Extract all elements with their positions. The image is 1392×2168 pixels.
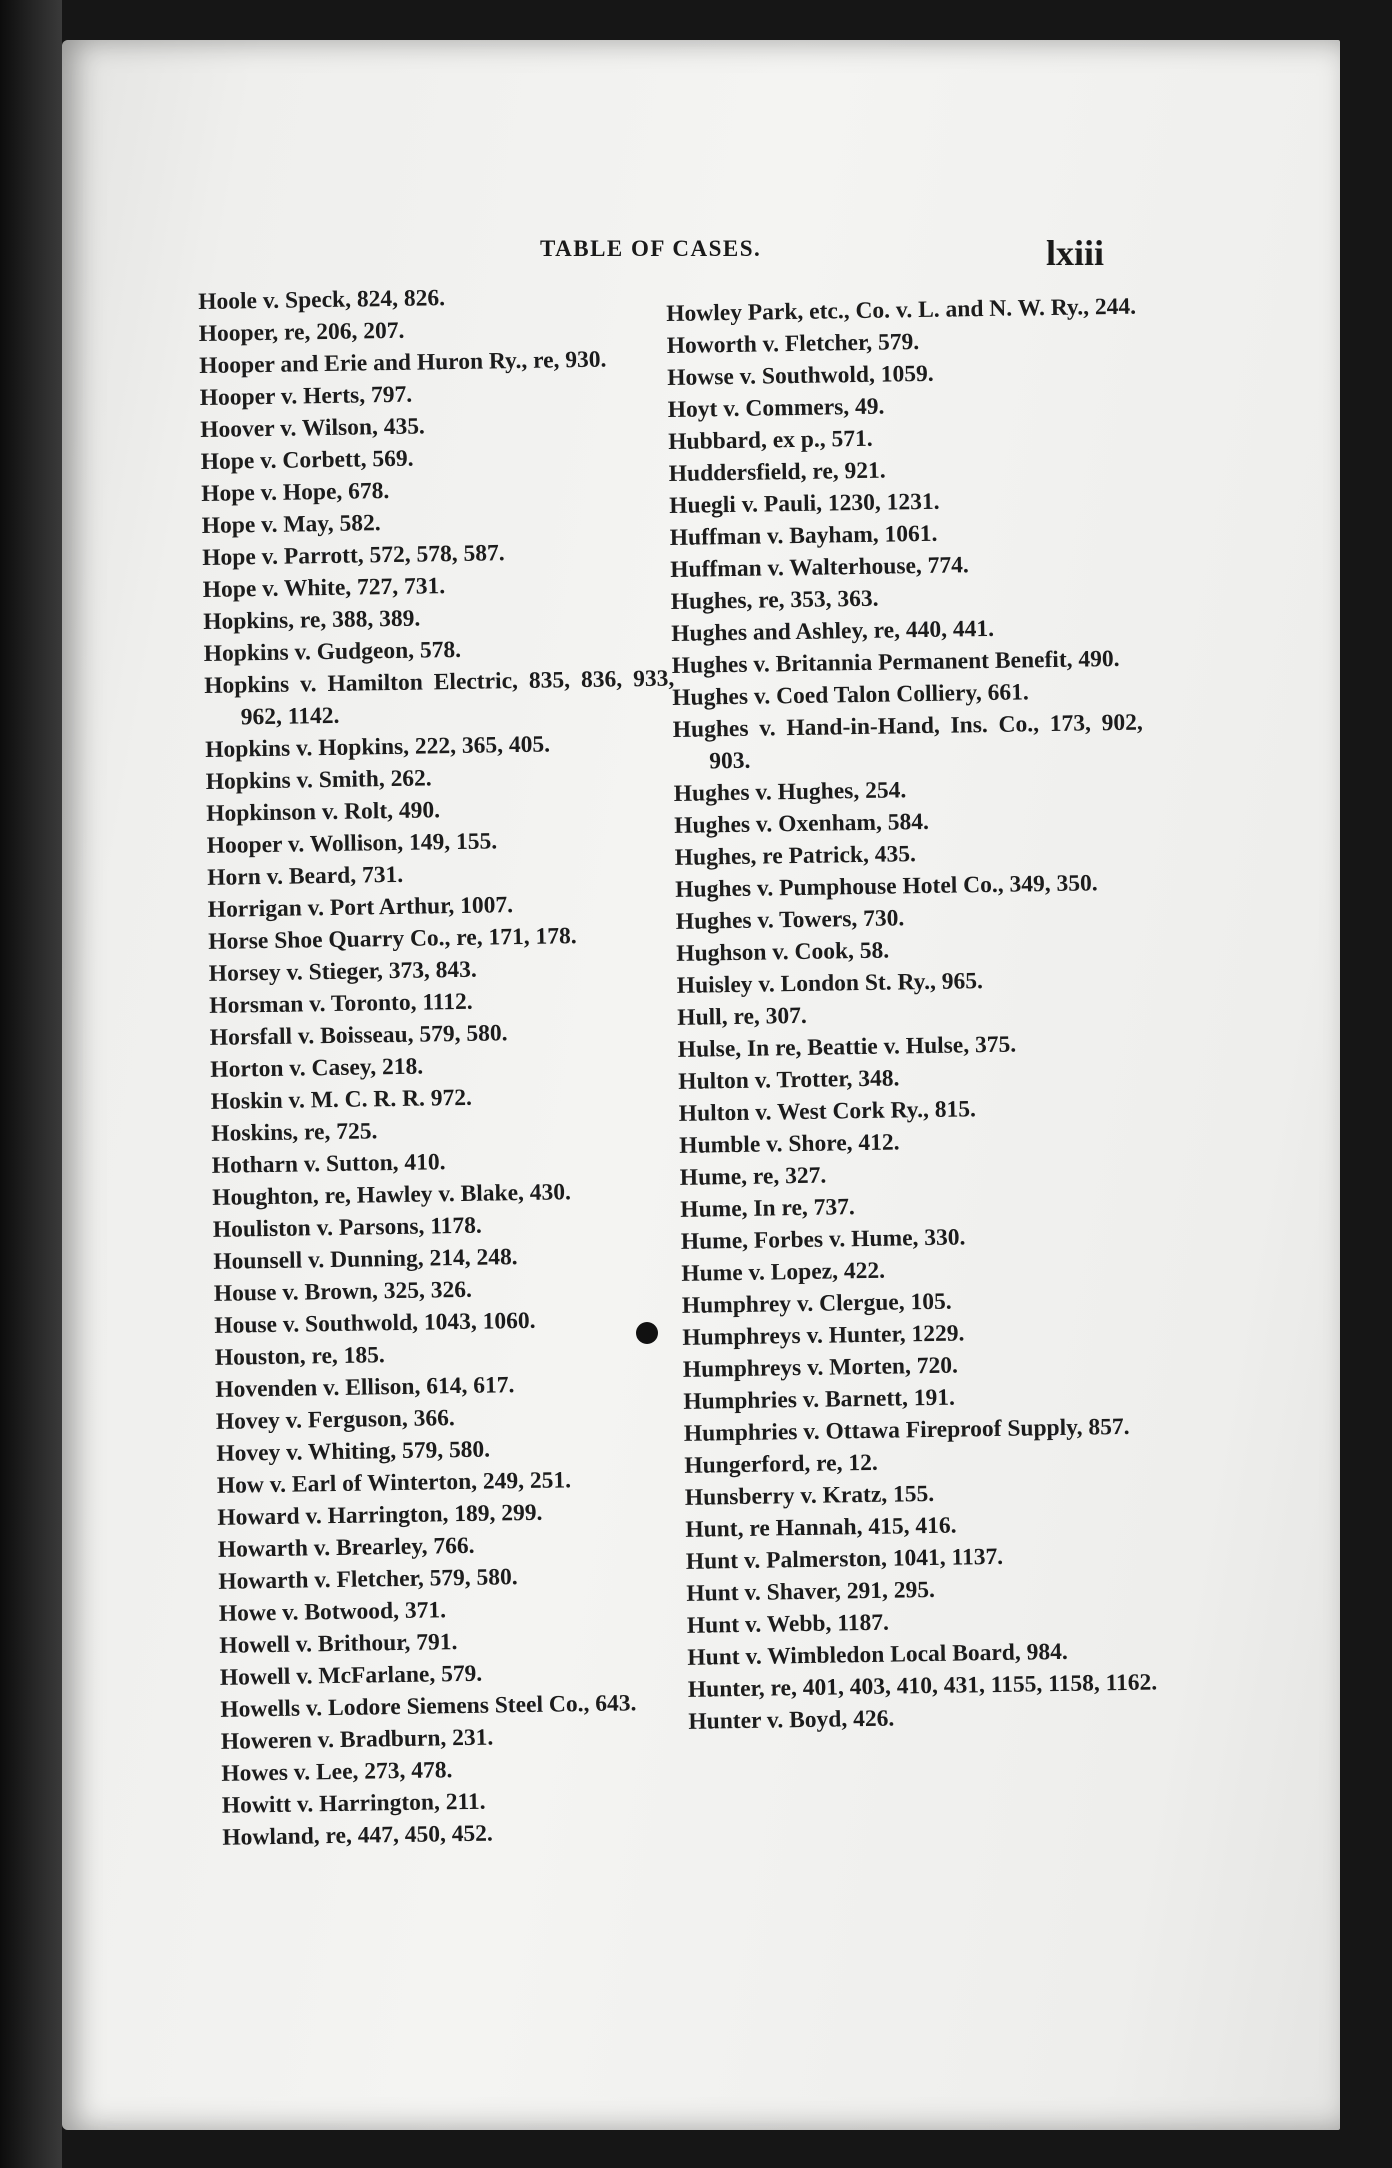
case-entry: Humble v. Shore, 412.: [679, 1129, 900, 1159]
case-entry: Horton v. Casey, 218.: [210, 1053, 424, 1083]
right-column: [666, 291, 1159, 1738]
case-entry: Hughes v. Coed Talon Colliery, 661.: [672, 679, 1029, 711]
case-entry: Hume, re, 327.: [679, 1162, 827, 1191]
case-entry: Howse v. Southwold, 1059.: [667, 360, 934, 391]
case-entry: Hopkins v. Gudgeon, 578.: [203, 636, 462, 667]
case-entry: Hopkins v. Hamilton Electric, 835, 836, 933, 962, 1142.: [204, 665, 675, 731]
case-entry: Howard v. Harrington, 189, 299.: [217, 1499, 543, 1531]
case-entry: Hovey v. Ferguson, 366.: [215, 1405, 455, 1435]
case-entry: Hopkins v. Smith, 262.: [205, 765, 432, 795]
left-column: [198, 279, 693, 1854]
running-header-title: TABLE OF CASES.: [540, 236, 762, 261]
case-entry: Hughes v. Oxenham, 584.: [674, 808, 930, 839]
case-entry: Huisley v. London St. Ry., 965.: [676, 968, 984, 999]
case-entry: Hovenden v. Ellison, 614, 617.: [215, 1372, 515, 1403]
case-entry: Hunt v. Webb, 1187.: [686, 1609, 890, 1639]
case-entry: Humphreys v. Morten, 720.: [682, 1352, 959, 1383]
book-gutter-shadow: [0, 0, 62, 2168]
case-entry: Humphries v. Ottawa Fireproof Supply, 857.: [683, 1413, 1130, 1447]
case-entry: Howland, re, 447, 450, 452.: [222, 1820, 494, 1851]
case-entry: Huegli v. Pauli, 1230, 1231.: [669, 488, 940, 519]
case-entry: Horsey v. Stieger, 373, 843.: [208, 956, 478, 987]
page-number: lxiii: [1046, 233, 1105, 273]
case-entry: Hubbard, ex p., 571.: [668, 425, 873, 455]
case-entry: House v. Southwold, 1043, 1060.: [214, 1307, 536, 1339]
case-entry: Humphries v. Barnett, 191.: [683, 1384, 956, 1415]
case-entry: Hoole v. Speck, 824, 826.: [198, 285, 446, 315]
case-entry: Horrigan v. Port Arthur, 1007.: [207, 892, 514, 923]
case-entry: Humphreys v. Hunter, 1229.: [682, 1320, 965, 1351]
case-entry: Hughes v. Pumphouse Hotel Co., 349, 350.: [675, 870, 1098, 903]
case-entry: Hopkins, re, 388, 389.: [203, 605, 421, 635]
case-entry: Howeren v. Bradburn, 231.: [220, 1724, 494, 1755]
case-entry: Hull, re, 307.: [677, 1002, 807, 1031]
case-entry: Hoskin v. M. C. R. R. 972.: [210, 1084, 473, 1115]
case-entry: Hooper v. Wollison, 149, 155.: [206, 828, 498, 859]
case-entry: Humphrey v. Clergue, 105.: [681, 1288, 952, 1319]
case-entry: Horn v. Beard, 731.: [207, 861, 404, 891]
case-entry: Hope v. May, 582.: [201, 510, 381, 539]
case-entry: Hooper, re, 206, 207.: [198, 317, 405, 347]
case-entry: Hope v. Hope, 678.: [201, 478, 390, 507]
case-entry: Howells v. Lodore Siemens Steel Co., 643.: [220, 1690, 637, 1723]
case-entry: Hunsberry v. Kratz, 155.: [684, 1480, 935, 1511]
case-entry: Horse Shoe Quarry Co., re, 171, 178.: [208, 923, 577, 955]
case-entry: Howley Park, etc., Co. v. L. and N. W. Ry., 244.: [666, 293, 1137, 327]
case-entry: Horsman v. Toronto, 1112.: [209, 988, 473, 1019]
case-entry: Hughes and Ashley, re, 440, 441.: [671, 615, 995, 647]
ink-dot-mark: [636, 1322, 658, 1344]
case-entry: Hopkinson v. Rolt, 490.: [206, 797, 441, 827]
case-entry: Hulton v. West Cork Ry., 815.: [678, 1096, 977, 1127]
case-entry: Hunt, re Hannah, 415, 416.: [685, 1512, 957, 1543]
case-entry: Howell v. Brithour, 791.: [219, 1629, 458, 1659]
case-entry: How v. Earl of Winterton, 249, 251.: [216, 1467, 572, 1499]
case-entry: Houliston v. Parsons, 1178.: [212, 1212, 482, 1243]
case-entry: Hulse, In re, Beattie v. Hulse, 375.: [677, 1031, 1017, 1063]
case-entry: House v. Brown, 325, 326.: [213, 1276, 473, 1307]
case-entry: Hughes, re Patrick, 435.: [674, 841, 917, 871]
case-entry: Howitt v. Harrington, 211.: [221, 1788, 486, 1819]
case-entry: Howe v. Botwood, 371.: [218, 1597, 447, 1627]
case-entry: Huffman v. Bayham, 1061.: [669, 520, 938, 551]
case-entry: Hunt v. Palmerston, 1041, 1137.: [685, 1543, 1004, 1575]
case-entry: Hughson v. Cook, 58.: [676, 937, 890, 967]
case-entry: Hope v. White, 727, 731.: [202, 573, 446, 603]
case-entry: Hotharn v. Sutton, 410.: [211, 1149, 446, 1179]
case-entry: Howell v. McFarlane, 579.: [219, 1660, 483, 1691]
case-entry: Howarth v. Fletcher, 579, 580.: [218, 1564, 518, 1595]
case-entry: Hughes, re, 353, 363.: [670, 585, 879, 615]
case-entry: Hunter, re, 401, 403, 410, 431, 1155, 1158, 1162.: [687, 1669, 1158, 1703]
case-entry: Hulton v. Trotter, 348.: [678, 1065, 900, 1095]
case-entry: Hoover v. Wilson, 435.: [200, 413, 426, 443]
case-entry: Hoskins, re, 725.: [211, 1118, 378, 1147]
case-entry: Huddersfield, re, 921.: [668, 457, 886, 487]
case-entry: Hughes v. Hughes, 254.: [673, 777, 907, 807]
case-entry: Hope v. Corbett, 569.: [200, 445, 414, 475]
case-entry: Hughes v. Hand-in-Hand, Ins. Co., 173, 902, 903.: [672, 709, 1143, 775]
case-entry: Hume, In re, 737.: [680, 1194, 856, 1223]
case-entry: Howarth v. Brearley, 766.: [217, 1532, 475, 1563]
case-entry: Hoyt v. Commers, 49.: [667, 393, 885, 423]
case-entry: Hume v. Lopez, 422.: [681, 1257, 886, 1287]
case-entry: Howes v. Lee, 273, 478.: [221, 1757, 453, 1787]
case-entry: Hooper v. Herts, 797.: [199, 381, 413, 411]
case-entry: Hounsell v. Dunning, 214, 248.: [213, 1244, 518, 1275]
case-entry: Hughes v. Towers, 730.: [675, 905, 905, 935]
case-entry: Hunter v. Boyd, 426.: [688, 1705, 895, 1735]
case-entry: Houghton, re, Hawley v. Blake, 430.: [212, 1179, 572, 1211]
case-entry: Hughes v. Britannia Permanent Benefit, 490.: [671, 645, 1120, 679]
case-entry: Hopkins v. Hopkins, 222, 365, 405.: [205, 731, 551, 763]
case-entry: Horsfall v. Boisseau, 579, 580.: [209, 1020, 508, 1051]
case-entry: Hovey v. Whiting, 579, 580.: [216, 1436, 491, 1467]
case-entry: Hungerford, re, 12.: [684, 1449, 878, 1479]
case-entry: Howorth v. Fletcher, 579.: [666, 329, 920, 359]
case-entry: Hooper and Erie and Huron Ry., re, 930.: [199, 346, 607, 379]
case-entry: Huffman v. Walterhouse, 774.: [670, 552, 970, 583]
case-entry: Houston, re, 185.: [214, 1342, 385, 1371]
case-entry: Hume, Forbes v. Hume, 330.: [680, 1224, 966, 1255]
case-entry: Hope v. Parrott, 572, 578, 587.: [202, 540, 505, 571]
case-entry: Hunt v. Wimbledon Local Board, 984.: [687, 1638, 1068, 1671]
case-entry: Hunt v. Shaver, 291, 295.: [686, 1576, 936, 1607]
